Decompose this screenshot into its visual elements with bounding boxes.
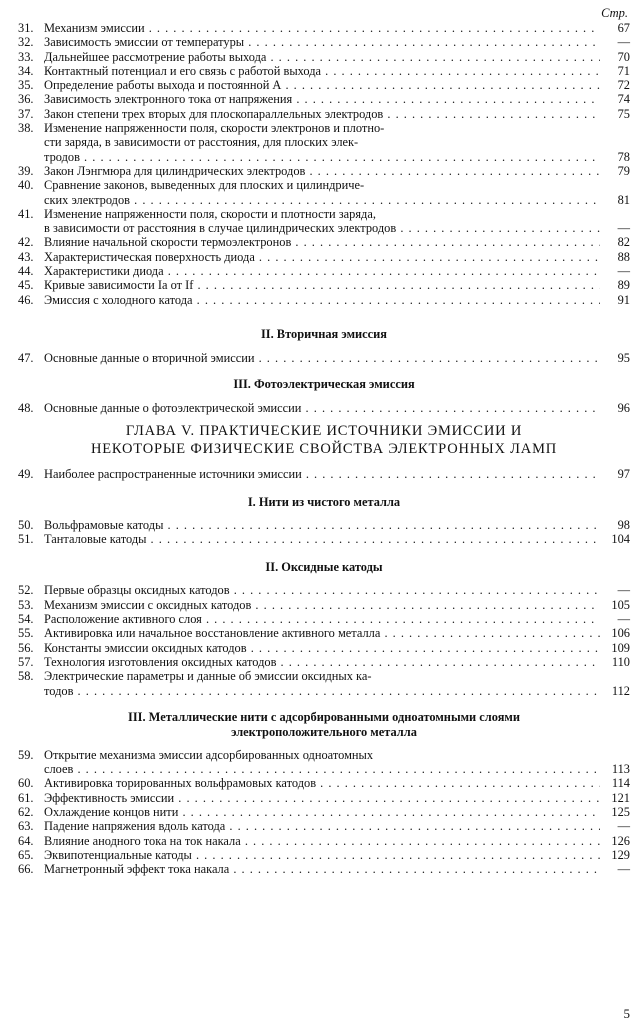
entry-title: Эквипотенциальные катоды . . . (44, 848, 600, 862)
entry-number: 35. (18, 78, 34, 93)
entry-number: 52. (18, 583, 34, 598)
entry-number: 31. (18, 21, 34, 35)
entry-page: — (617, 819, 630, 834)
entry-page: 109 (611, 640, 630, 655)
entry-title: Закон Лэнгмюра для цилиндрических электродов . . . (44, 164, 600, 178)
entry-title: Изменение напряженности поля, скорости и плотности заряда, в зависимости от расстояния в случае цилиндрических электродов . . . (44, 207, 600, 236)
entry-number: 34. (18, 63, 34, 78)
entry-number: 59. (18, 747, 34, 762)
toc-entry (18, 518, 630, 532)
entry-page: — (617, 35, 630, 50)
entry-title: Танталовые катоды . . . (44, 532, 600, 546)
entry-number: 32. (18, 35, 34, 50)
toc-entry (18, 64, 630, 78)
entry-page: 71 (617, 63, 630, 78)
toc-entry (18, 598, 630, 612)
toc-entry (18, 78, 630, 92)
entry-page: 82 (617, 235, 630, 250)
entry-title: Характеристики диода . . . (44, 264, 600, 278)
toc-entry (18, 776, 630, 790)
entry-title: Расположение активного слоя . . . (44, 612, 600, 626)
entry-number: 63. (18, 819, 34, 834)
entry-number: 45. (18, 278, 34, 293)
toc-entry (18, 178, 630, 207)
page-number: 5 (623, 1006, 630, 1021)
entry-page: — (617, 612, 630, 627)
toc-entry (18, 35, 630, 49)
toc-entry (18, 532, 630, 546)
section-title-pure-metal: I. Нити из чистого металла (247, 494, 401, 509)
entry-number: 37. (18, 106, 34, 121)
entry-title: Электрические параметры и данные об эмиссии оксидных ка- тодов . . . (44, 669, 600, 698)
toc-entry (18, 834, 630, 848)
entry-page: 74 (617, 92, 630, 107)
entry-page: 75 (617, 106, 630, 121)
entry-page: 96 (617, 401, 630, 416)
toc-block-adsorbed-layers (18, 748, 630, 877)
toc-entry (18, 612, 630, 626)
entry-page: 72 (617, 78, 630, 93)
entry-title: Падение напряжения вдоль катода . . . (44, 819, 600, 833)
section-title-photoemission: III. Фотоэлектрическая эмиссия (233, 377, 415, 392)
entry-title: Активировка торированных вольфрамовых катодов . . . (44, 776, 600, 790)
toc-entry (18, 583, 630, 597)
entry-page: 67 (617, 21, 630, 35)
toc-entry (18, 207, 630, 236)
entry-page: 112 (611, 683, 630, 698)
entry-title: Сравнение законов, выведенных для плоских и цилиндриче- ских электродов . . . (44, 178, 600, 207)
entry-number: 56. (18, 640, 34, 655)
entry-number: 64. (18, 833, 34, 848)
entry-number: 58. (18, 669, 34, 684)
section-title-adsorbed-layers-line-2: электроположительного металла (231, 724, 417, 739)
entry-title: Влияние анодного тока на ток накала . . . (44, 834, 600, 848)
entry-page: 70 (617, 49, 630, 64)
entry-number: 62. (18, 804, 34, 819)
entry-title: Наиболее распространенные источники эмиссии . . . (44, 467, 600, 481)
entry-title: Технология изготовления оксидных катодов . . . (44, 655, 600, 669)
entry-page: 97 (617, 466, 630, 481)
entry-title: Зависимость эмиссии от температуры . . . (44, 35, 600, 49)
entry-page: 114 (611, 776, 630, 791)
section-title-adsorbed-layers-line-1: III. Металлические нити с адсорбированными одноатомными слоями (128, 709, 520, 724)
toc-entry (18, 805, 630, 819)
entry-title: Эмиссия с холодного катода . . . (44, 293, 600, 307)
entry-page: 110 (611, 654, 630, 669)
entry-number: 50. (18, 517, 34, 532)
entry-title: Первые образцы оксидных катодов . . . (44, 583, 600, 597)
toc-entry (18, 92, 630, 106)
toc-entry (18, 848, 630, 862)
toc-entry (18, 791, 630, 805)
entry-title: Механизм эмиссии с оксидных катодов . . . (44, 598, 600, 612)
toc-entry (18, 107, 630, 121)
entry-number: 48. (18, 401, 34, 416)
entry-title: Кривые зависимости Ia от If . . . (44, 278, 600, 292)
entry-title: Открытие механизма эмиссии адсорбированных одноатомных слоев . . . (44, 748, 600, 777)
entry-title: Вольфрамовые катоды . . . (44, 518, 600, 532)
entry-title: Дальнейшее рассмотрение работы выхода . . . (44, 50, 600, 64)
toc-entry (18, 235, 630, 249)
toc-entry (18, 50, 630, 64)
entry-title: Механизм эмиссии . . . (44, 21, 600, 35)
toc-entry (18, 121, 630, 164)
toc-entry (18, 626, 630, 640)
entry-number: 40. (18, 178, 34, 193)
entry-number: 61. (18, 790, 34, 805)
entry-page: 113 (611, 762, 630, 777)
entry-number: 41. (18, 206, 34, 221)
entry-number: 33. (18, 49, 34, 64)
entry-number: 46. (18, 292, 34, 307)
entry-title: Основные данные о вторичной эмиссии . . . (44, 351, 600, 365)
toc-entry-47 (18, 351, 630, 365)
entry-page: 91 (617, 292, 630, 307)
entry-number: 66. (18, 862, 34, 877)
entry-number: 54. (18, 612, 34, 627)
toc-entry (18, 655, 630, 669)
entry-number: 51. (18, 532, 34, 547)
entry-page: 106 (611, 626, 630, 641)
entry-title: Характеристическая поверхность диода . . . (44, 250, 600, 264)
page-column-header: Стр. (601, 6, 628, 20)
entry-title: Основные данные о фотоэлектрической эмиссии . . . (44, 401, 600, 415)
entry-number: 55. (18, 626, 34, 641)
entry-number: 36. (18, 92, 34, 107)
toc-page (18, 6, 630, 876)
chapter-title-line-2: НЕКОТОРЫЕ ФИЗИЧЕСКИЕ СВОЙСТВА ЭЛЕКТРОННЫХ ЛАМП (90, 440, 558, 457)
toc-entry (18, 21, 630, 35)
entry-page: 125 (611, 804, 630, 819)
toc-entry (18, 819, 630, 833)
toc-block-chapter4 (18, 21, 630, 307)
toc-entry-48 (18, 401, 630, 415)
chapter-title-line-1: ГЛАВА V. ПРАКТИЧЕСКИЕ ИСТОЧНИКИ ЭМИССИИ И (125, 422, 523, 439)
entry-number: 43. (18, 249, 34, 264)
entry-title: Определение работы выхода и постоянной A . . . (44, 78, 600, 92)
section-title-secondary-emission: II. Вторичная эмиссия (260, 326, 388, 341)
entry-page: — (617, 862, 630, 877)
entry-number: 38. (18, 121, 34, 136)
entry-title: Эффективность эмиссии . . . (44, 791, 600, 805)
entry-page: 79 (617, 163, 630, 178)
toc-entry (18, 278, 630, 292)
toc-entry (18, 748, 630, 777)
entry-title: Контактный потенциал и его связь с работой выхода . . . (44, 64, 600, 78)
entry-page: — (617, 221, 630, 236)
entry-title: Зависимость электронного тока от напряжения . . . (44, 92, 600, 106)
entry-page: 129 (611, 847, 630, 862)
entry-page: 98 (617, 517, 630, 532)
toc-entry-49 (18, 467, 630, 481)
entry-number: 53. (18, 597, 34, 612)
entry-title: Изменение напряженности поля, скорости электронов и плотно- сти заряда, в зависимости от расстояния, для плоских элек- тродов . . . (44, 121, 600, 164)
entry-title: Магнетронный эффект тока накала . . . (44, 862, 600, 876)
entry-title: Влияние начальной скорости термоэлектронов . . . (44, 235, 600, 249)
toc-block-oxide-cathodes (18, 583, 630, 697)
toc-entry (18, 264, 630, 278)
entry-page: 126 (611, 833, 630, 848)
entry-number: 47. (18, 350, 34, 365)
toc-entry (18, 641, 630, 655)
entry-title: Охлаждение концов нити . . . (44, 805, 600, 819)
entry-page: 95 (617, 350, 630, 365)
entry-page: — (617, 583, 630, 598)
entry-page: 89 (617, 278, 630, 293)
toc-entry (18, 862, 630, 876)
toc-entry (18, 669, 630, 698)
toc-block-pure-metal (18, 518, 630, 547)
entry-title: Закон степени трех вторых для плоскопараллельных электродов . . . (44, 107, 600, 121)
entry-page: — (617, 264, 630, 279)
toc-entry (18, 293, 630, 307)
entry-page: 81 (617, 192, 630, 207)
entry-title: Активировка или начальное восстановление активного металла . . . (44, 626, 600, 640)
entry-page: 121 (611, 790, 630, 805)
toc-entry (18, 164, 630, 178)
entry-number: 65. (18, 847, 34, 862)
entry-page: 104 (611, 532, 630, 547)
entry-number: 39. (18, 163, 34, 178)
entry-title: Константы эмиссии оксидных катодов . . . (44, 641, 600, 655)
entry-number: 42. (18, 235, 34, 250)
section-title-oxide-cathodes: II. Оксидные катоды (265, 560, 383, 575)
entry-number: 60. (18, 776, 34, 791)
toc-entry (18, 250, 630, 264)
entry-number: 44. (18, 264, 34, 279)
entry-page: 78 (617, 149, 630, 164)
entry-page: 105 (611, 597, 630, 612)
entry-number: 49. (18, 466, 34, 481)
entry-page: 88 (617, 249, 630, 264)
entry-number: 57. (18, 654, 34, 669)
